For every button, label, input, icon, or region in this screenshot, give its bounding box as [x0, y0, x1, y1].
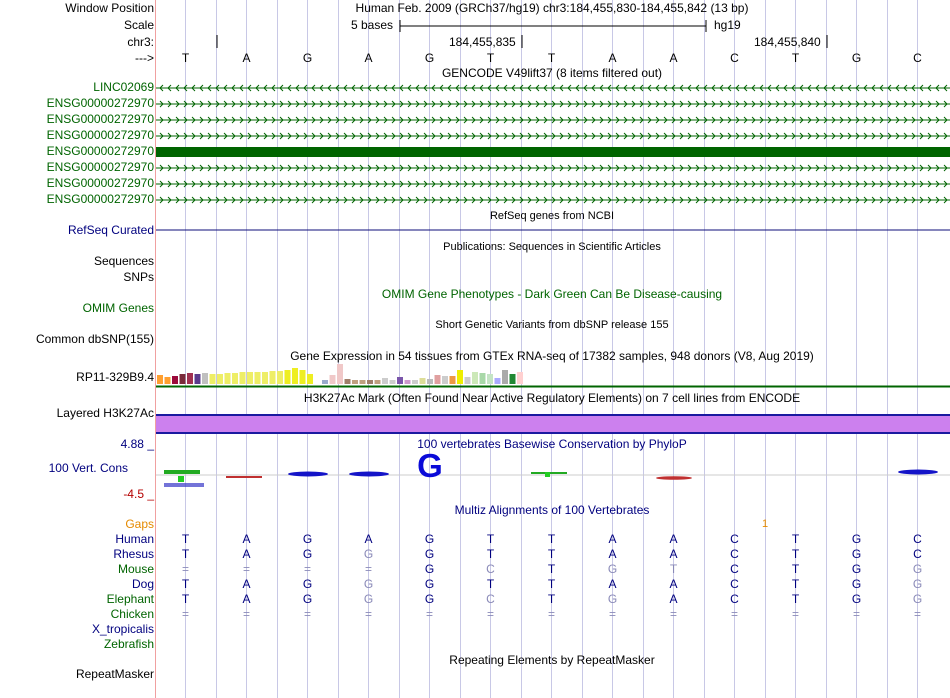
multiz-base: =	[364, 607, 372, 621]
h3k27ac-track-title[interactable]: H3K27Ac Mark (Often Found Near Active Regulatory Elements) on 7 cell lines from ENCODE	[303, 391, 801, 405]
multiz-base: G	[363, 547, 374, 561]
window-position-text: Human Feb. 2009 (GRCh37/hg19) chr3:184,455,830-184,455,842 (13 bp)	[355, 1, 749, 15]
gtex-tissue-bar	[277, 371, 283, 384]
multiz-base: G	[302, 577, 313, 591]
multiz-track-title[interactable]: Multiz Alignments of 100 Vertebrates	[454, 503, 650, 517]
gaps-label: Gaps	[125, 517, 154, 531]
gtex-tissue-bar	[480, 373, 486, 384]
gtex-tissue-bar	[330, 375, 336, 384]
reference-base: A	[669, 51, 678, 65]
reference-base: G	[424, 51, 435, 65]
multiz-base: G	[912, 577, 923, 591]
multiz-base: =	[791, 607, 799, 621]
multiz-base: =	[303, 562, 311, 576]
gencode-exon	[156, 147, 950, 157]
multiz-base: =	[608, 607, 616, 621]
multiz-base: G	[424, 577, 435, 591]
multiz-base: =	[242, 562, 250, 576]
multiz-species-label[interactable]: Elephant	[106, 592, 154, 606]
multiz-base: =	[364, 562, 372, 576]
multiz-base: T	[486, 547, 495, 561]
reference-base: C	[913, 51, 922, 65]
reference-base: A	[364, 51, 373, 65]
scale-bar-text: 5 bases	[351, 18, 394, 32]
multiz-base: C	[913, 532, 922, 546]
multiz-base: G	[851, 532, 862, 546]
gencode-row-label[interactable]: ENSG00000272970	[46, 192, 154, 206]
scale-assembly: hg19	[714, 18, 741, 32]
multiz-base: G	[424, 562, 435, 576]
gtex-tissue-bar	[255, 372, 261, 384]
multiz-base: G	[851, 562, 862, 576]
gtex-tissue-bar	[270, 371, 276, 384]
multiz-base: T	[181, 532, 190, 546]
multiz-base: G	[851, 547, 862, 561]
conservation-track-title[interactable]: 100 vertebrates Basewise Conservation by PhyloP	[417, 437, 687, 451]
reference-base: A	[608, 51, 617, 65]
publications-track-title[interactable]: Publications: Sequences in Scientific Articles	[443, 241, 661, 253]
coordinate-label-1: 184,455,835	[449, 35, 516, 49]
multiz-base: C	[913, 547, 922, 561]
repeatmasker-track-title[interactable]: Repeating Elements by RepeatMasker	[449, 653, 655, 667]
multiz-base: T	[791, 547, 800, 561]
gtex-tissue-bar	[457, 370, 463, 384]
multiz-species-label[interactable]: Human	[115, 532, 154, 546]
gtex-tissue-bar	[382, 378, 388, 384]
multiz-base: =	[547, 607, 555, 621]
gtex-tissue-bar	[465, 377, 471, 384]
gencode-row-label[interactable]: ENSG00000272970	[46, 112, 154, 126]
gtex-tissue-bar	[337, 364, 343, 384]
gtex-track[interactable]	[156, 362, 950, 388]
gtex-tissue-bar	[450, 376, 456, 384]
conservation-logo-letter: G	[417, 450, 443, 484]
multiz-base: G	[607, 592, 618, 606]
refseq-track-title[interactable]: RefSeq genes from NCBI	[489, 210, 615, 222]
gtex-tissue-bar	[367, 380, 373, 384]
gencode-row-label[interactable]: ENSG00000272970	[46, 144, 154, 158]
conservation-track[interactable]	[156, 450, 950, 494]
multiz-base: G	[912, 592, 923, 606]
gtex-tissue-bar	[157, 375, 163, 384]
multiz-base: G	[302, 592, 313, 606]
dbsnp-track-label[interactable]: Common dbSNP(155)	[35, 332, 154, 346]
omim-track-title[interactable]: OMIM Gene Phenotypes - Dark Green Can Be Disease-causing	[381, 287, 723, 301]
multiz-base: =	[486, 607, 494, 621]
gtex-tissue-bar	[225, 373, 231, 384]
multiz-base: G	[302, 532, 313, 546]
multiz-species-label[interactable]: Dog	[131, 577, 154, 591]
multiz-base: A	[608, 532, 617, 546]
multiz-species-label[interactable]: X_tropicalis	[91, 622, 154, 636]
gencode-track[interactable]	[156, 80, 950, 208]
h3k27ac-track[interactable]	[156, 414, 950, 436]
gtex-tissue-bar	[232, 373, 238, 384]
multiz-base: =	[730, 607, 738, 621]
multiz-base: T	[669, 562, 678, 576]
gtex-tissue-bar	[307, 374, 313, 384]
gtex-tissue-bar	[405, 380, 411, 384]
gtex-tissue-bar	[502, 370, 508, 384]
gtex-track-title[interactable]: Gene Expression in 54 tissues from GTEx RNA-seq of 17382 samples, 948 donors (V8, Aug 2019)	[290, 349, 814, 363]
multiz-base: T	[547, 532, 556, 546]
multiz-base: G	[424, 532, 435, 546]
snps-track-label[interactable]: SNPs	[123, 270, 154, 284]
multiz-base: A	[242, 592, 251, 606]
multiz-base: C	[486, 562, 495, 576]
multiz-base: A	[608, 547, 617, 561]
multiz-base: C	[730, 562, 739, 576]
reference-base: A	[242, 51, 251, 65]
multiz-base: C	[730, 532, 739, 546]
gencode-track-title[interactable]: GENCODE V49lift37 (8 items filtered out)	[441, 66, 663, 80]
gtex-tissue-bar	[442, 376, 448, 384]
gtex-tissue-bar	[285, 370, 291, 384]
gtex-tissue-bar	[360, 380, 366, 384]
multiz-base: C	[486, 592, 495, 606]
multiz-base: C	[730, 577, 739, 591]
multiz-base: =	[181, 562, 189, 576]
multiz-base: A	[364, 532, 373, 546]
chromosome-label: chr3:	[127, 35, 154, 49]
gtex-tissue-bar	[390, 380, 396, 384]
multiz-base: G	[912, 562, 923, 576]
dbsnp-track-title[interactable]: Short Genetic Variants from dbSNP release 155	[435, 319, 669, 331]
multiz-base: T	[547, 592, 556, 606]
multiz-base: A	[608, 577, 617, 591]
gtex-tissue-bar	[472, 372, 478, 384]
multiz-base: C	[730, 592, 739, 606]
reference-base: G	[851, 51, 862, 65]
omim-track-label[interactable]: OMIM Genes	[82, 301, 154, 315]
reference-base: T	[486, 51, 495, 65]
multiz-base: T	[547, 547, 556, 561]
multiz-base: T	[791, 532, 800, 546]
gtex-tissue-bar	[412, 380, 418, 384]
gtex-tissue-bar	[495, 378, 501, 384]
gencode-row-label[interactable]: ENSG00000272970	[46, 160, 154, 174]
conservation-min-label: -4.5 _	[123, 487, 154, 501]
gtex-tissue-bar	[217, 374, 223, 384]
multiz-base: =	[303, 607, 311, 621]
conservation-track-label[interactable]: 100 Vert. Cons	[48, 461, 128, 475]
gtex-tissue-bar	[420, 378, 426, 384]
multiz-base: =	[181, 607, 189, 621]
multiz-base: T	[486, 577, 495, 591]
gencode-row-label[interactable]: ENSG00000272970	[46, 176, 154, 190]
scale-label: Scale	[123, 18, 154, 32]
multiz-base: T	[791, 592, 800, 606]
multiz-base: A	[242, 547, 251, 561]
multiz-species-label[interactable]: Zebrafish	[103, 637, 154, 651]
multiz-base: G	[302, 547, 313, 561]
h3k27ac-track-label[interactable]: Layered H3K27Ac	[56, 406, 154, 420]
gencode-row-label[interactable]: ENSG00000272970	[46, 128, 154, 142]
gtex-tissue-bar	[510, 374, 516, 384]
gtex-tissue-bar	[247, 372, 253, 384]
multiz-base: G	[363, 592, 374, 606]
multiz-species-label[interactable]: Mouse	[117, 562, 154, 576]
multiz-base: A	[242, 532, 251, 546]
multiz-base: A	[669, 547, 678, 561]
gtex-tissue-bar	[322, 380, 328, 384]
multiz-base: C	[730, 547, 739, 561]
window-position-label: Window Position	[65, 1, 154, 15]
multiz-base: T	[181, 547, 190, 561]
reference-base: T	[791, 51, 800, 65]
multiz-base: G	[851, 577, 862, 591]
multiz-base: G	[607, 562, 618, 576]
gtex-tissue-bar	[352, 380, 358, 384]
multiz-base: G	[363, 577, 374, 591]
multiz-base: =	[425, 607, 433, 621]
publications-track-label[interactable]: Sequences	[93, 254, 154, 268]
reference-base: G	[302, 51, 313, 65]
multiz-base: A	[669, 577, 678, 591]
refseq-track-label[interactable]: RefSeq Curated	[67, 223, 154, 237]
multiz-base: T	[547, 562, 556, 576]
multiz-base: T	[181, 577, 190, 591]
coordinate-label-2: 184,455,840	[754, 35, 821, 49]
repeatmasker-track-label[interactable]: RepeatMasker	[75, 667, 154, 681]
multiz-species-label[interactable]: Chicken	[110, 607, 154, 621]
gtex-tissue-bar	[292, 368, 298, 384]
gtex-track-label[interactable]: RP11-329B9.4	[76, 370, 154, 384]
strand-label: --->	[135, 51, 154, 65]
multiz-base: =	[669, 607, 677, 621]
multiz-base: =	[242, 607, 250, 621]
gencode-row-label[interactable]: ENSG00000272970	[46, 96, 154, 110]
multiz-base: G	[424, 592, 435, 606]
multiz-base: T	[547, 577, 556, 591]
gtex-tissue-bar	[435, 375, 441, 384]
coordinate-ticks	[155, 33, 950, 50]
gtex-tissue-bar	[397, 377, 403, 384]
gtex-tissue-bar	[345, 379, 351, 384]
gtex-tissue-bar	[427, 379, 433, 384]
gaps-marker: 1	[762, 518, 769, 530]
multiz-base: =	[852, 607, 860, 621]
gtex-tissue-bar	[262, 372, 268, 384]
scale-bar	[398, 18, 710, 34]
multiz-base: T	[486, 532, 495, 546]
reference-base: C	[730, 51, 739, 65]
gtex-tissue-bar	[517, 372, 523, 384]
gtex-tissue-bar	[165, 377, 171, 384]
conservation-max-label: 4.88 _	[120, 437, 154, 451]
multiz-base: T	[181, 592, 190, 606]
gencode-row-label[interactable]: LINC02069	[93, 80, 154, 94]
gtex-tissue-bar	[240, 372, 246, 384]
gtex-tissue-bar	[375, 380, 381, 384]
multiz-base: T	[791, 577, 800, 591]
gtex-tissue-bar	[180, 374, 186, 384]
multiz-base: A	[242, 577, 251, 591]
gtex-tissue-bar	[487, 374, 493, 384]
multiz-base: =	[913, 607, 921, 621]
gtex-tissue-bar	[187, 373, 193, 384]
reference-base: T	[181, 51, 190, 65]
refseq-track[interactable]	[156, 222, 950, 238]
gtex-tissue-bar	[202, 373, 208, 384]
multiz-species-label[interactable]: Rhesus	[113, 547, 154, 561]
multiz-base: G	[851, 592, 862, 606]
multiz-base: T	[791, 562, 800, 576]
gtex-tissue-bar	[172, 376, 178, 384]
gtex-tissue-bar	[195, 374, 201, 384]
multiz-base: A	[669, 592, 678, 606]
multiz-base: G	[424, 547, 435, 561]
gtex-tissue-bar	[210, 374, 216, 384]
gtex-tissue-bar	[300, 370, 306, 384]
multiz-base: A	[669, 532, 678, 546]
reference-base: T	[547, 51, 556, 65]
